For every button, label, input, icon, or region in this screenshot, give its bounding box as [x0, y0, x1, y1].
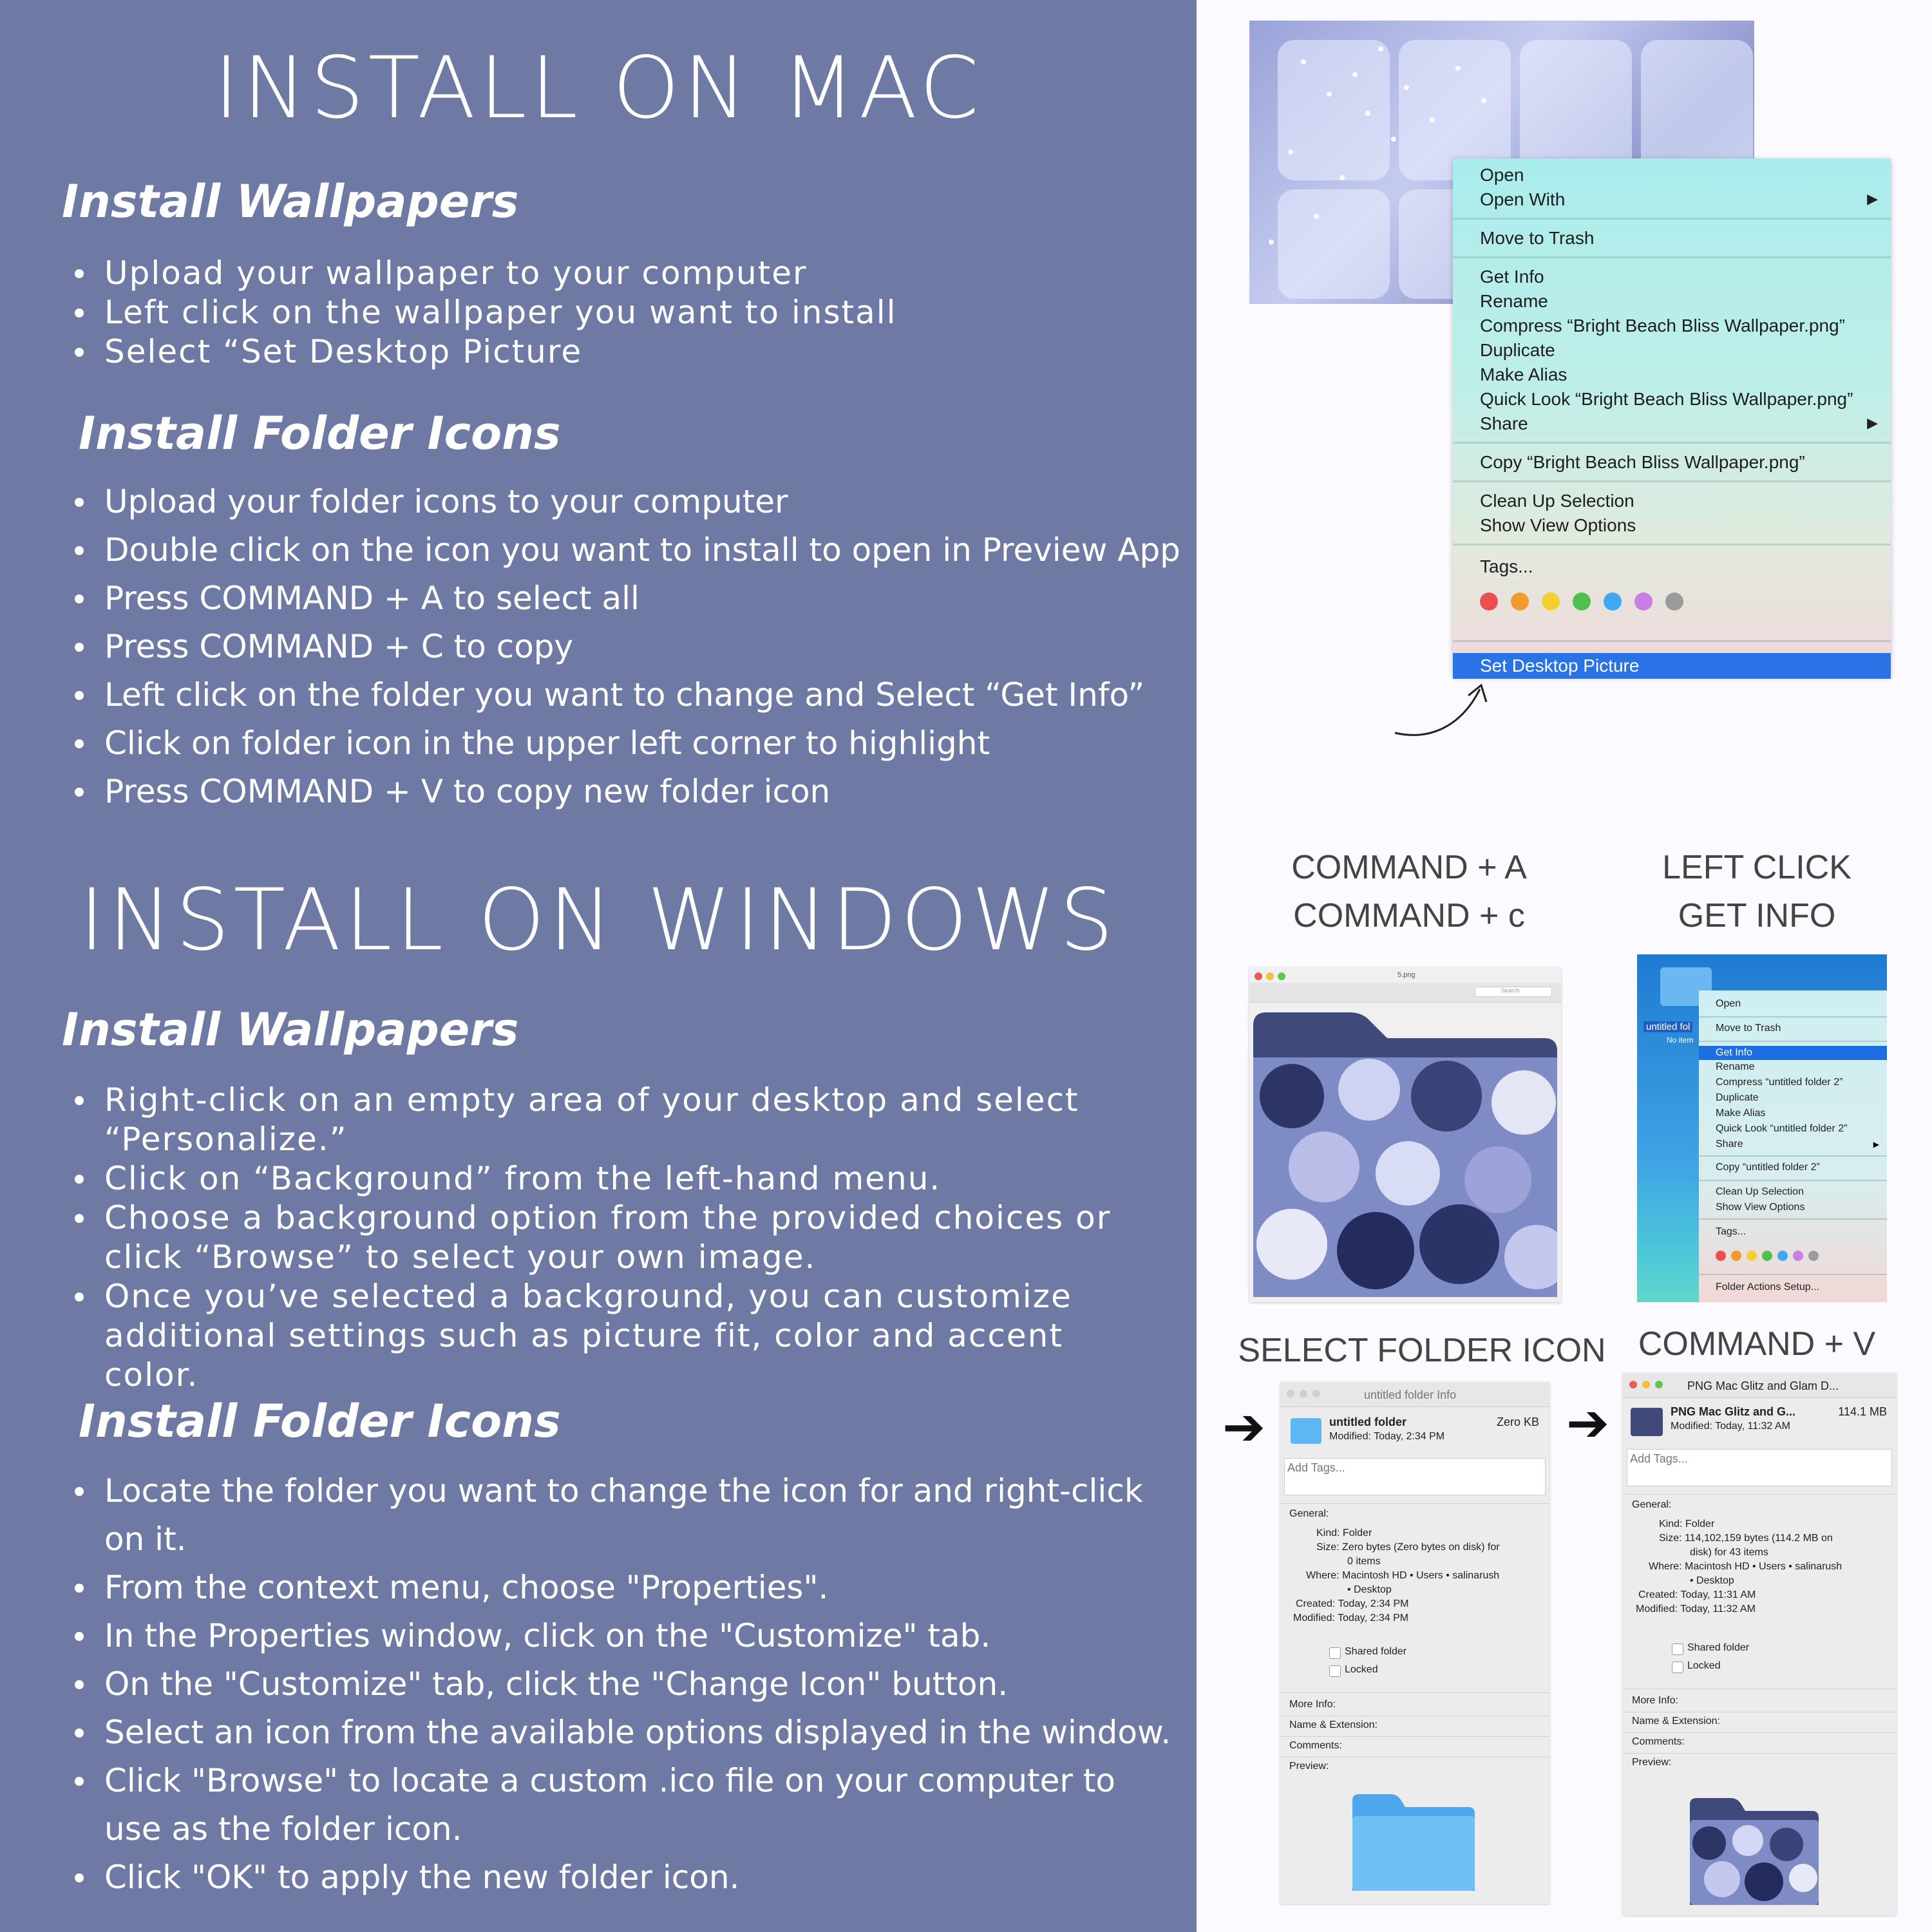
menu-item-get-info[interactable]: Get Info: [1480, 267, 1544, 287]
locked-label: Locked: [1687, 1660, 1721, 1671]
menu-item-show-view-options[interactable]: Show View Options: [1480, 515, 1636, 535]
divider: [1280, 1503, 1549, 1504]
menu-item-duplicate[interactable]: Duplicate: [1716, 1092, 1759, 1103]
file-size: Zero KB: [1496, 1416, 1539, 1428]
tag-blue-icon[interactable]: [1604, 592, 1622, 611]
list-item: Click on folder icon in the upper left corner to highlight: [67, 719, 1180, 768]
menu-item-set-desktop-picture[interactable]: [1453, 653, 1891, 679]
folder-label: untitled fol: [1643, 1021, 1692, 1032]
menu-item-show-view-options[interactable]: Show View Options: [1716, 1202, 1805, 1213]
mac-title: INSTALL ON MAC: [214, 39, 983, 138]
search-input[interactable]: Search: [1475, 987, 1552, 997]
zoom-button[interactable]: [1278, 972, 1285, 980]
tag-orange-icon[interactable]: [1731, 1251, 1741, 1261]
created-field: Created: Today, 2:34 PM: [1296, 1598, 1409, 1609]
list-item: Once you’ve selected a background, you can customize additional settings such as picture fit, color and accent color.: [67, 1277, 1162, 1395]
menu-item-compress[interactable]: Compress “untitled folder 2”: [1716, 1077, 1843, 1088]
modified-field: Modified: Today, 2:34 PM: [1293, 1613, 1409, 1624]
menu-item-compress[interactable]: Compress “Bright Beach Bliss Wallpaper.png”: [1480, 316, 1845, 336]
section-more-info[interactable]: More Info:: [1632, 1695, 1679, 1706]
menu-item-open[interactable]: Open: [1480, 165, 1524, 185]
created-field: Created: Today, 11:31 AM: [1638, 1589, 1756, 1600]
where-field-2: • Desktop: [1690, 1575, 1734, 1586]
tag-green-icon[interactable]: [1573, 592, 1591, 611]
screenshots-panel: [1197, 0, 1932, 1932]
close-button[interactable]: [1255, 972, 1262, 980]
sparkle: [1404, 85, 1409, 90]
shared-label: Shared folder: [1345, 1646, 1407, 1657]
list-item: From the context menu, choose "Properties".: [67, 1564, 1175, 1612]
divider: [1280, 1692, 1549, 1693]
list-item: Click "Browse" to locate a custom .ico file on your computer to use as the folder icon.: [67, 1757, 1175, 1853]
minimize-button[interactable]: [1642, 1381, 1650, 1388]
wallpaper-tile: [1278, 189, 1390, 299]
caption-cmd-a-c: [1248, 844, 1570, 940]
tag-yellow-icon[interactable]: [1542, 592, 1560, 611]
tag-purple-icon[interactable]: [1634, 592, 1653, 611]
menu-item-quick-look[interactable]: Quick Look “untitled folder 2”: [1716, 1123, 1848, 1134]
sparkle: [1455, 66, 1461, 71]
menu-separator: [1453, 218, 1891, 220]
menu-item-make-alias[interactable]: Make Alias: [1480, 365, 1567, 384]
curved-arrow-icon: [1390, 676, 1493, 741]
mac-wallpapers-heading: Install Wallpapers: [62, 175, 519, 228]
get-info-window-right: [1623, 1373, 1896, 1915]
submenu-arrow-icon: ▶: [1867, 415, 1878, 431]
context-menu: [1453, 158, 1891, 676]
folder-preview-icon: [1352, 1794, 1475, 1891]
sparkle: [1481, 98, 1486, 103]
menu-separator: [1453, 256, 1891, 258]
menu-separator: [1453, 442, 1891, 444]
sparkle: [1288, 149, 1293, 155]
menu-item-label: Get Info: [1716, 1047, 1752, 1058]
tags-placeholder: Add Tags...: [1287, 1461, 1345, 1474]
windows-folders-heading: Install Folder Icons: [79, 1395, 561, 1448]
finder-context-menu: [1699, 990, 1887, 1302]
close-button[interactable]: [1629, 1381, 1637, 1388]
file-size: 114.1 MB: [1838, 1405, 1887, 1418]
mac-folder-steps: [67, 478, 1180, 816]
section-comments[interactable]: Comments:: [1632, 1736, 1685, 1747]
section-general: General:: [1632, 1499, 1672, 1510]
toolbar: [1249, 983, 1561, 1003]
list-item: Select an icon from the available options displayed in the window.: [67, 1709, 1175, 1757]
menu-item-make-alias[interactable]: Make Alias: [1716, 1108, 1766, 1119]
window-title: PNG Mac Glitz and Glam D...: [1687, 1379, 1839, 1392]
menu-separator: [1699, 1155, 1887, 1157]
menu-item-get-info[interactable]: [1699, 1046, 1887, 1060]
file-name: untitled folder: [1329, 1416, 1406, 1428]
zoom-button[interactable]: [1655, 1381, 1663, 1388]
menu-separator: [1699, 1041, 1887, 1042]
list-item: In the Properties window, click on the "Customize" tab.: [67, 1612, 1175, 1660]
menu-item-folder-actions[interactable]: Folder Actions Setup...: [1716, 1282, 1819, 1293]
sparkle: [1378, 46, 1383, 52]
menu-item-label: Set Desktop Picture: [1480, 656, 1640, 676]
list-item: Left click on the folder you want to change and Select “Get Info”: [67, 671, 1180, 719]
menu-item-tags[interactable]: Tags...: [1480, 556, 1533, 576]
windows-title: INSTALL ON WINDOWS: [79, 871, 1117, 970]
sparkle: [1314, 214, 1319, 219]
divider: [1623, 1753, 1896, 1754]
list-item: Double click on the icon you want to install to open in Preview App: [67, 526, 1180, 574]
submenu-arrow-icon: ▶: [1867, 191, 1878, 207]
caption-line: COMMAND + A: [1291, 849, 1527, 886]
locked-label: Locked: [1345, 1664, 1378, 1675]
locked-checkbox[interactable]: [1329, 1665, 1341, 1677]
section-preview[interactable]: Preview:: [1289, 1761, 1329, 1772]
folder-preview-icon: [1690, 1798, 1819, 1905]
caption-line: COMMAND + c: [1293, 897, 1525, 934]
caption-select-folder-icon: SELECT FOLDER ICON: [1238, 1332, 1606, 1369]
size-field-2: 0 items: [1347, 1556, 1381, 1567]
section-name-extension[interactable]: Name & Extension:: [1632, 1716, 1720, 1727]
tags-input[interactable]: [1284, 1458, 1546, 1495]
windows-wallpaper-steps: [67, 1081, 1162, 1395]
list-item: Choose a background option from the provided choices or click “Browse” to select your own image.: [67, 1198, 1162, 1277]
menu-separator: [1453, 640, 1891, 642]
submenu-arrow-icon: ▶: [1873, 1140, 1879, 1149]
preview-window: [1249, 967, 1561, 1302]
title-bar: [1623, 1373, 1896, 1398]
list-item: Right-click on an empty area of your desktop and select “Personalize.”: [67, 1081, 1162, 1159]
where-field: Where: Macintosh HD • Users • salinarush: [1306, 1570, 1500, 1581]
menu-separator: [1453, 480, 1891, 482]
window-title: untitled folder Info: [1364, 1388, 1457, 1401]
arrow-right-icon: ➔: [1566, 1394, 1610, 1452]
size-field-2: disk) for 43 items: [1690, 1547, 1768, 1558]
sparkle: [1301, 59, 1306, 64]
divider: [1280, 1736, 1549, 1737]
menu-separator: [1699, 1274, 1887, 1275]
menu-item-move-to-trash[interactable]: Move to Trash: [1480, 228, 1595, 248]
menu-item-copy[interactable]: Copy “untitled folder 2”: [1716, 1162, 1820, 1173]
finder-context-screenshot: [1637, 954, 1887, 1302]
folder-subtitle: No item: [1667, 1036, 1694, 1045]
tags-input[interactable]: [1627, 1449, 1892, 1486]
minimize-button[interactable]: [1300, 1390, 1307, 1397]
file-name: PNG Mac Glitz and G...: [1671, 1405, 1796, 1418]
get-info-window-left: [1280, 1382, 1549, 1904]
sparkle: [1352, 72, 1358, 77]
tag-red-icon[interactable]: [1716, 1251, 1726, 1261]
shared-checkbox[interactable]: [1329, 1647, 1341, 1659]
divider: [1623, 1494, 1896, 1495]
windows-folder-steps: [67, 1467, 1175, 1902]
minimize-button[interactable]: [1266, 972, 1274, 980]
list-item: Select “Set Desktop Picture: [67, 332, 897, 372]
menu-separator: [1453, 544, 1891, 545]
list-item: On the "Customize" tab, click the "Change Icon" button.: [67, 1660, 1175, 1709]
tag-blue-icon[interactable]: [1777, 1251, 1788, 1261]
where-field: Where: Macintosh HD • Users • salinarush: [1649, 1561, 1842, 1572]
sparkle: [1391, 137, 1396, 142]
modified-field: Modified: Today, 11:32 AM: [1636, 1604, 1756, 1615]
sparkle: [1327, 91, 1332, 97]
list-item: Click on “Background” from the left-hand menu.: [67, 1159, 1162, 1198]
section-preview[interactable]: Preview:: [1632, 1757, 1672, 1768]
menu-item-quick-look[interactable]: Quick Look “Bright Beach Bliss Wallpaper.png”: [1480, 389, 1853, 409]
modified-date: Modified: Today, 11:32 AM: [1671, 1421, 1790, 1432]
size-field: Size: 114,102,159 bytes (114.2 MB on: [1659, 1533, 1833, 1544]
menu-item-clean-up[interactable]: Clean Up Selection: [1716, 1186, 1804, 1197]
shared-checkbox[interactable]: [1672, 1643, 1683, 1655]
kind-field: Kind: Folder: [1316, 1528, 1372, 1539]
tags-placeholder: Add Tags...: [1630, 1452, 1688, 1465]
tag-green-icon[interactable]: [1762, 1251, 1772, 1261]
list-item: Upload your wallpaper to your computer: [67, 254, 897, 293]
section-more-info[interactable]: More Info:: [1289, 1699, 1336, 1710]
tag-gray-icon[interactable]: [1665, 592, 1683, 611]
list-item: Press COMMAND + A to select all: [67, 574, 1180, 623]
menu-item-rename[interactable]: Rename: [1716, 1061, 1755, 1072]
zoom-button[interactable]: [1312, 1390, 1320, 1397]
caption-cmd-v: COMMAND + V: [1638, 1325, 1876, 1363]
list-item: Click "OK" to apply the new folder icon.: [67, 1853, 1175, 1902]
list-item: Locate the folder you want to change the icon for and right-click on it.: [67, 1467, 1175, 1564]
menu-item-clean-up[interactable]: Clean Up Selection: [1480, 491, 1634, 511]
list-item: Press COMMAND + V to copy new folder icon: [67, 768, 1180, 816]
title-bar: [1280, 1382, 1549, 1407]
shared-label: Shared folder: [1687, 1642, 1750, 1653]
arrow-right-icon: ➔: [1222, 1398, 1266, 1455]
folder-icon[interactable]: [1631, 1408, 1663, 1436]
windows-wallpapers-heading: Install Wallpapers: [62, 1003, 519, 1056]
close-button[interactable]: [1287, 1390, 1294, 1397]
mac-wallpaper-steps: [67, 254, 897, 372]
section-name-extension[interactable]: Name & Extension:: [1289, 1719, 1378, 1730]
menu-item-rename[interactable]: Rename: [1480, 291, 1548, 311]
menu-item-copy[interactable]: Copy “Bright Beach Bliss Wallpaper.png”: [1480, 452, 1805, 472]
wallpaper-tile: [1278, 40, 1390, 180]
mac-folders-heading: Install Folder Icons: [79, 407, 561, 460]
section-comments[interactable]: Comments:: [1289, 1740, 1342, 1751]
menu-item-share[interactable]: Share: [1480, 413, 1528, 433]
window-title: 5.png: [1397, 971, 1416, 979]
menu-separator: [1699, 1016, 1887, 1018]
caption-left-click: [1596, 844, 1918, 940]
list-item: Upload your folder icons to your computer: [67, 478, 1180, 526]
sparkle: [1430, 117, 1435, 122]
tag-purple-icon[interactable]: [1793, 1251, 1803, 1261]
divider: [1623, 1732, 1896, 1733]
tag-orange-icon[interactable]: [1511, 592, 1529, 611]
caption-line: GET INFO: [1678, 897, 1836, 934]
menu-item-open-with[interactable]: Open With: [1480, 189, 1566, 209]
folder-icon[interactable]: [1291, 1418, 1321, 1444]
caption-line: LEFT CLICK: [1662, 849, 1852, 886]
sparkle: [1365, 111, 1370, 116]
list-item: Left click on the wallpaper you want to install: [67, 293, 897, 332]
menu-separator: [1699, 1218, 1887, 1220]
tag-yellow-icon[interactable]: [1747, 1251, 1757, 1261]
menu-item-duplicate[interactable]: Duplicate: [1480, 340, 1555, 360]
where-field-2: • Desktop: [1347, 1584, 1392, 1595]
size-field: Size: Zero bytes (Zero bytes on disk) for: [1316, 1542, 1500, 1553]
menu-item-share[interactable]: Share: [1716, 1139, 1743, 1150]
section-general: General:: [1289, 1508, 1329, 1519]
sparkle: [1340, 175, 1345, 180]
menu-separator: [1699, 1180, 1887, 1181]
sparkle: [1269, 240, 1274, 245]
kind-field: Kind: Folder: [1659, 1519, 1715, 1530]
tag-gray-icon[interactable]: [1808, 1251, 1819, 1261]
tag-red-icon[interactable]: [1480, 592, 1498, 611]
menu-item-move-to-trash[interactable]: Move to Trash: [1716, 1023, 1781, 1034]
list-item: Press COMMAND + C to copy: [67, 623, 1180, 671]
menu-item-open[interactable]: Open: [1716, 998, 1741, 1009]
modified-date: Modified: Today, 2:34 PM: [1329, 1431, 1445, 1442]
folder-icon: [1253, 1012, 1557, 1297]
menu-item-tags[interactable]: Tags...: [1716, 1226, 1747, 1237]
locked-checkbox[interactable]: [1672, 1662, 1683, 1673]
